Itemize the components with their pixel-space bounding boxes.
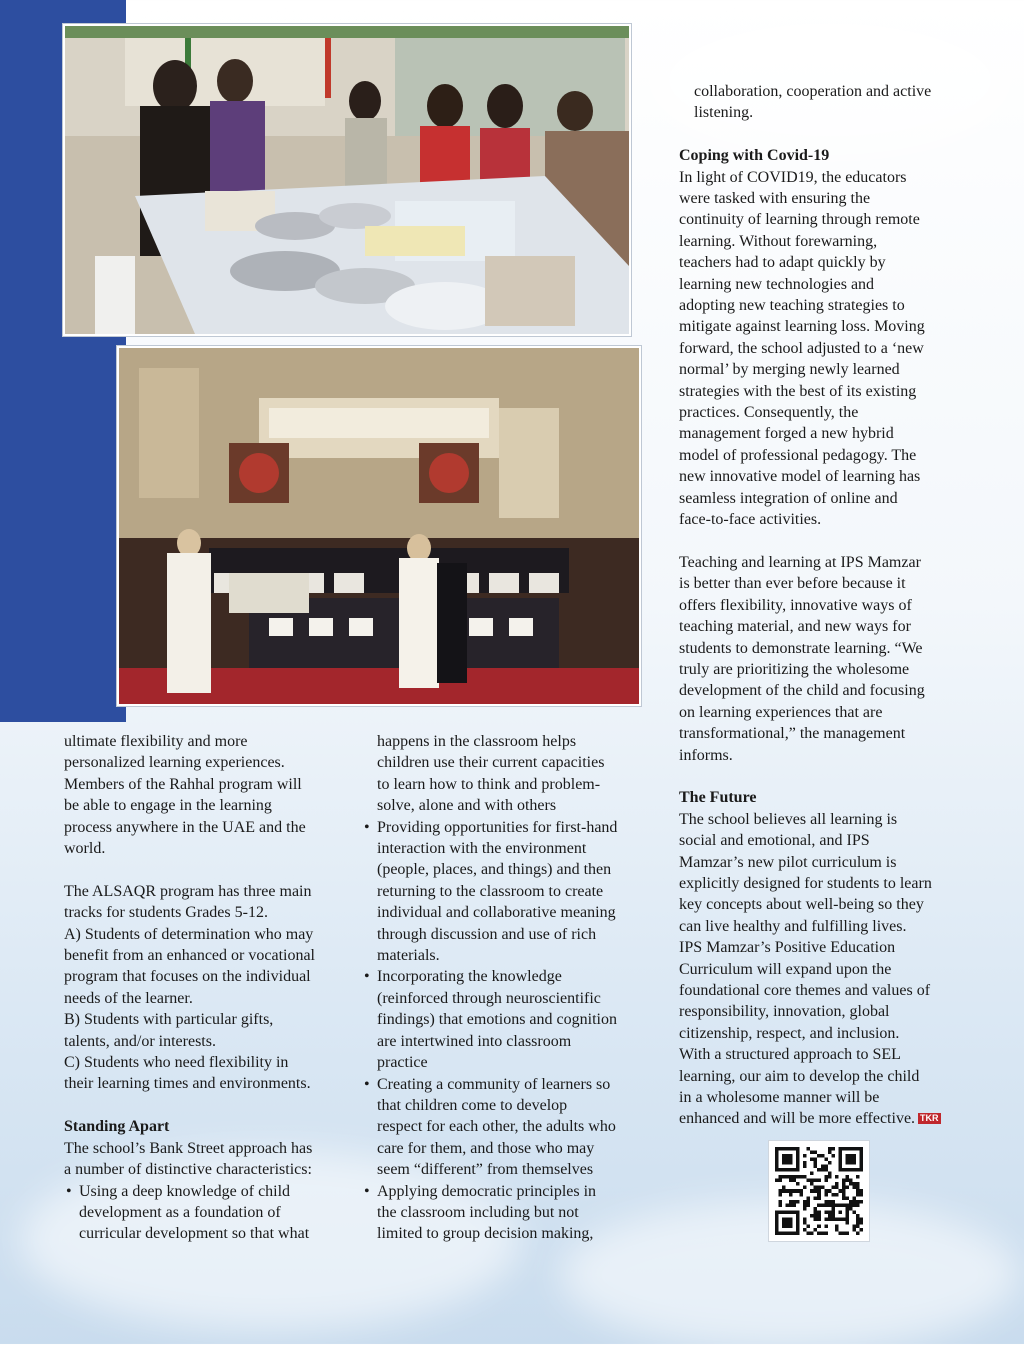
bullet-item [362,817,662,967]
bullet-marker: • [364,818,370,836]
text-line: the classroom including but not [377,1203,579,1221]
text-line: benefit from an enhanced or vocational [64,947,315,965]
paragraph-bank-street [64,1138,354,1181]
heading-coping-covid: Coping with Covid-19 [679,147,830,165]
text-line: practices. Consequently, the [679,404,859,422]
text-line: through discussion and use of rich [377,925,597,943]
heading-standing-apart: Standing Apart [64,1118,170,1136]
bullet-text-1 [79,1181,354,1245]
paragraph-future [679,809,969,1130]
bullet-item-continued [362,731,662,817]
text-line: to learn how to think and problem- [377,775,601,793]
paragraph-covid [679,167,969,531]
text-line: listening. [694,104,754,122]
text-line: Mamzar’s new pilot curriculum is [679,853,897,871]
bullet-marker: • [66,1182,72,1200]
text-line: children use their current capacities [377,754,605,772]
bullet-item [64,1181,354,1245]
bullet-text-4 [377,1074,662,1181]
text-line: The school believes all learning is [679,810,898,828]
text-line: seem “different” from themselves [377,1161,594,1179]
text-line: key concepts about well-being so they [679,896,924,914]
text-line: The school’s Bank Street approach has [64,1139,313,1157]
text-line: collaboration, cooperation and active [694,83,932,100]
text-line: model of professional pedagogy. The [679,446,917,464]
text-line: informs. [679,746,733,764]
text-line: forward, the school adjusted to a ‘new [679,339,924,357]
photo-graduation-ceremony [117,346,641,706]
text-line: C) Students who need flexibility in [64,1054,289,1072]
paragraph-continued [679,81,969,124]
bullet-marker: • [364,968,370,986]
text-line: Applying democratic principles in [377,1182,597,1200]
text-line: curricular development so that what [79,1225,310,1243]
text-line: in a wholesome manner will be [679,1089,880,1107]
text-line: individual and collaborative meaning [377,904,616,922]
text-column-2 [362,731,662,1245]
bullet-item [362,1181,662,1245]
text-line: Teaching and learning at IPS Mamzar [679,553,921,571]
text-line: strategies with the best of its existing [679,382,917,400]
text-line: happens in the classroom helps [377,733,577,750]
text-line: adopting new teaching strategies to [679,297,905,315]
text-line: interaction with the environment [377,840,587,858]
text-line: responsibility, innovation, global [679,1003,890,1021]
qr-code[interactable] [768,1140,870,1242]
text-line: continuity of learning through remote [679,211,920,229]
text-line: talents, and/or interests. [64,1032,216,1050]
paragraph-teaching [679,552,969,766]
bullet-text-2 [377,817,662,967]
text-line: In light of COVID19, the educators [679,168,907,186]
text-line: truly are prioritizing the wholesome [679,660,910,678]
text-line: Using a deep knowledge of child [79,1182,291,1200]
text-line: foundational core themes and values of [679,982,931,1000]
text-line: care for them, and those who may [377,1139,595,1157]
text-line: a number of distinctive characteristics: [64,1161,312,1179]
text-line: teaching material, and new ways for [679,618,911,636]
text-line: that children come to develop [377,1096,568,1114]
text-line: development as a foundation of [79,1203,281,1221]
bullet-item [362,1074,662,1181]
text-line: B) Students with particular gifts, [64,1011,274,1029]
bullet-marker: • [364,1075,370,1093]
text-line: Members of the Rahhal program will [64,775,302,793]
text-line: (reinforced through neuroscientific [377,989,601,1007]
text-line: learning new technologies and [679,275,875,293]
text-line: solve, alone and with others [377,797,557,815]
text-line: Providing opportunities for first-hand [377,818,618,836]
text-line: practice [377,1054,428,1072]
text-line: returning to the classroom to create [377,882,604,900]
text-line: be able to engage in the learning [64,797,272,815]
text-line: citizenship, respect, and inclusion. [679,1024,900,1042]
text-line: were tasked with ensuring the [679,190,871,208]
text-line: respect for each other, the adults who [377,1118,616,1136]
text-line: Curriculum will expand upon the [679,960,892,978]
heading-the-future: The Future [679,789,757,807]
text-line: (people, places, and things) and then [377,861,612,879]
text-line: enhanced and will be more effective. [679,1110,916,1128]
text-line: learning. Without forewarning, [679,232,878,250]
text-line: seamless integration of online and [679,489,898,507]
text-line: IPS Mamzar’s Positive Education [679,939,896,957]
text-line: management forged a new hybrid [679,425,894,443]
text-line: Creating a community of learners so [377,1075,611,1093]
paragraph-alsaqr [64,881,354,1095]
text-column-3 [679,81,969,1130]
bullet-text-3 [377,966,662,1073]
bullet-text-5 [377,1181,662,1245]
text-line: their learning times and environments. [64,1075,311,1093]
photo-market-stall [63,24,631,336]
text-line: needs of the learner. [64,989,193,1007]
text-line: new innovative model of learning has [679,468,921,486]
text-line: transformational,” the management [679,725,906,743]
text-line: tracks for students Grades 5-12. [64,904,268,922]
text-line: limited to group decision making, [377,1225,594,1243]
text-line: process anywhere in the UAE and the [64,818,306,836]
text-line: are intertwined into classroom [377,1032,572,1050]
text-line: program that focuses on the individual [64,968,311,986]
text-line: can live healthy and fulfilling lives. [679,917,907,935]
text-line: mitigate against learning loss. Moving [679,318,925,336]
text-line: offers flexibility, innovative ways of [679,596,912,614]
text-line: is better than ever before because it [679,575,906,593]
text-line: face-to-face activities. [679,511,822,529]
tkr-end-mark: TKR [920,1113,939,1124]
text-line: findings) that emotions and cognition [377,1011,617,1029]
text-line: With a structured approach to SEL [679,1046,901,1064]
text-line: A) Students of determination who may [64,925,314,943]
text-line: explicitly designed for students to learn [679,874,932,892]
text-line: materials. [377,947,440,965]
text-line: The ALSAQR program has three main [64,882,312,900]
text-line: world. [64,840,106,858]
text-column-1 [64,731,354,1245]
text-line: normal’ by merging newly learned [679,361,900,379]
text-line: learning, our aim to develop the child [679,1067,920,1085]
text-line: ultimate flexibility and more [64,733,248,750]
paragraph-rahhal [64,731,354,859]
text-line: personalized learning experiences. [64,754,285,772]
text-line: development of the child and focusing [679,682,925,700]
bullet-text-1-cont [377,731,662,817]
text-line: Incorporating the knowledge [377,968,562,986]
text-line: teachers had to adapt quickly by [679,254,886,272]
bullet-item [362,966,662,1073]
text-line: students to demonstrate learning. “We [679,639,923,657]
text-line: social and emotional, and IPS [679,832,870,850]
bullet-marker: • [364,1182,370,1200]
text-line: on learning experiences that are [679,703,883,721]
